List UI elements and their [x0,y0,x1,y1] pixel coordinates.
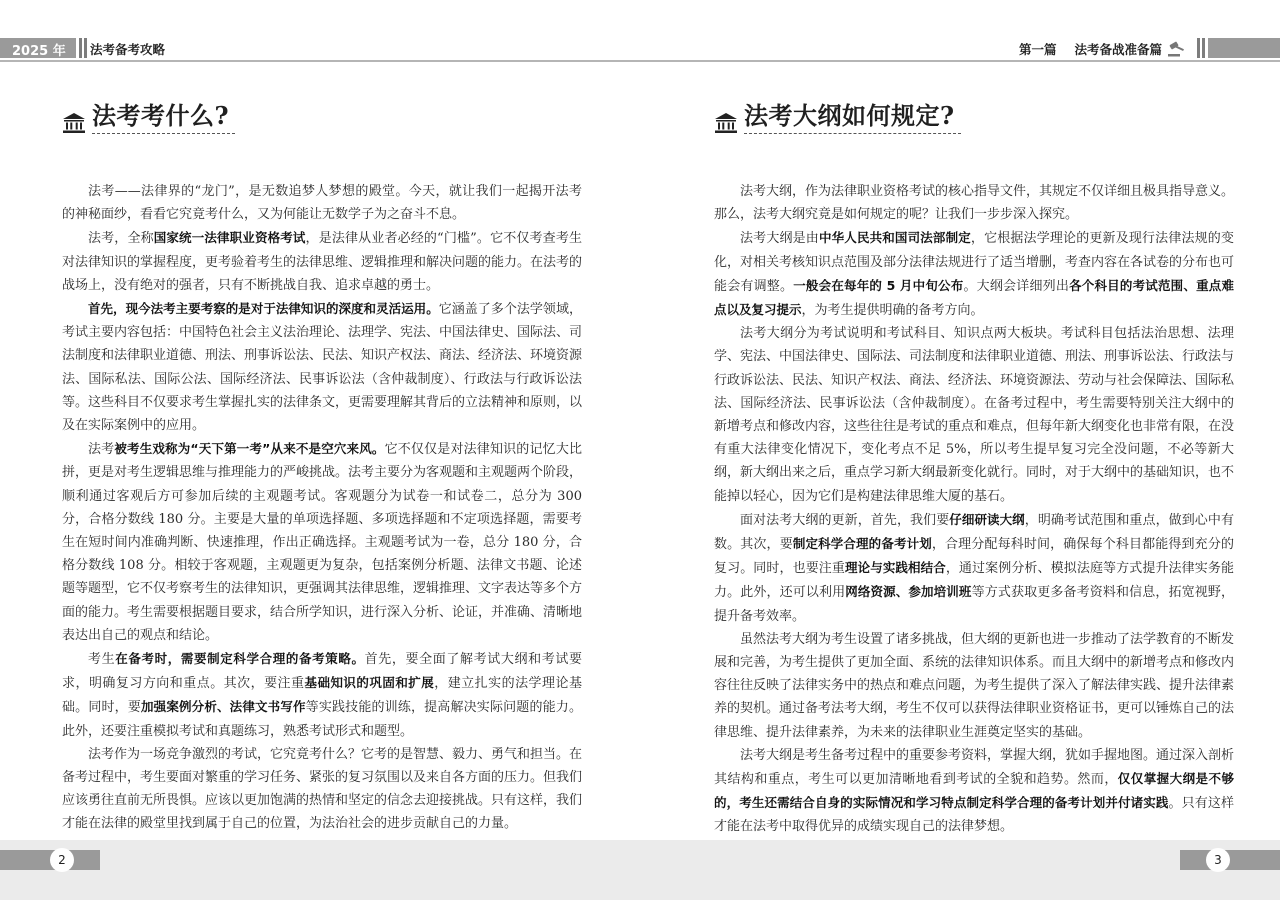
paragraph-text: 首先，要全面了解考试大纲和考试要求，明确复习方向和重点。其次，要注重 [62,652,582,692]
emphasis-text: 首先，现今法考主要考察的是对于法律知识的深度和灵活运用。 [88,301,439,317]
paragraph-text: 法考大纲是由 [740,231,819,247]
header-band-right [1208,38,1280,58]
header-year: 2025 年 [12,44,66,59]
page-number-right: 3 [1206,848,1230,872]
body-paragraph [714,322,1234,508]
paragraph-text: ，是法律从业者必经的“门槛”。它不仅考查考生对法律知识的掌握程度，更考验着考生的法律思维、逻辑推理和解决问题的能力。在法考的战场上，没有绝对的强者，只有不断挑战自我、追求卓越的勇士。 [62,231,583,293]
paragraph-text: 法考 [88,442,115,458]
emphasis-text: 被考生戏称为“天下第一考”从来不是空穴来风。 [114,441,385,457]
left-heading [62,100,582,134]
header-part [1019,40,1162,58]
body-paragraph [714,628,1234,744]
paragraph-text: 。大纲会详细列出 [963,278,1070,294]
body-paragraph [62,297,582,437]
header-book-title: 法考备考攻略 [90,42,166,57]
paragraph-text: ，它根据法学理论的更新及现行法律法规的变化，对相关考核知识点范围及部分法律法规进行了适当增删，考查内容在各试卷的分布也可能会有调整。 [714,231,1235,294]
header-rule [0,60,1280,62]
body-paragraph [62,226,582,297]
emphasis-text: 基础知识的巩固和扩展 [304,675,435,691]
emphasis-text: 理论与实践相结合 [845,560,946,576]
body-paragraph [714,180,1234,226]
emphasis-text: 仔细研读大纲 [949,511,1025,527]
emphasis-text: 仅仅掌握大纲是不够的，考生还需结合自身的实际情况和学习特点制定科学合理的备考计划并付诸实践 [714,771,1234,811]
paragraph-text: ，通过案例分析、模拟法庭等方式提升法律实务能力。此外，还可以利用 [714,561,1234,601]
paragraph-text: 虽然法考大纲为考生设置了诸多挑战，但大纲的更新也进一步推动了法学教育的不断发展和完善，为考生提供了更加全面、系统的法律知识体系。而且大纲中的新增考点和修改内容往往反映了法律实务中的热点和难点问题，为考生提供了深入了解法律实践、提升法律素养的契机。通过备考法考大纲，考生不仅可以获得法律职业资格证书，更可以锤炼自己的法律思维、提升法律素养，为未来的法律职业生涯奠定坚实的基础。 [714,631,1235,740]
body-paragraph [714,508,1234,628]
paragraph-text: 法考大纲，作为法律职业资格考试的核心指导文件，其规定不仅详细且极具指导意义。那么，法考大纲究竟是如何规定的呢？让我们一步步深入探究。 [714,184,1235,223]
paragraph-text: 它涵盖了多个法学领域，考试主要内容包括：中国特色社会主义法治理论、法理学、宪法、中国法律史、国际法、司法制度和法律职业道德、刑法、刑事诉讼法、民法、知识产权法、商法、经济法、环境资源法、国际私法、国际公法、国际经济法、民事诉讼法（含仲裁制度）、行政法与行政诉讼法等。这些科目不仅要求考生掌握扎实的法律条文，更需要理解其背后的立法精神和原则，以及在实际案例中的应用。 [62,302,583,434]
emphasis-text: 各个科目的考试范围、重点难点以及复习提示 [714,277,1234,318]
paragraph-text: ，为考生提供明确的备考方向。 [801,303,984,319]
courthouse-icon [714,112,738,134]
emphasis-text: 在备考时，需要制定科学合理的备考策略。 [115,651,365,667]
body-paragraph [714,226,1234,322]
right-body [714,180,1234,839]
body-paragraph [62,180,582,226]
right-heading [714,100,1234,134]
paragraph-text: ，合理分配每科时间，确保每个科目都能得到充分的复习。同时，也要注重 [714,537,1234,577]
paragraph-text: 法考大纲分为考试说明和考试科目、知识点两大板块。考试科目包括法治思想、法理学、宪法、中国法律史、国际法、司法制度和法律职业道德、刑法、刑事诉讼法、行政法与行政诉讼法、民法、知识产权法、商法、经济法、环境资源法、劳动与社会保障法、国际私法、国际经济法、民事诉讼法（含仲裁制度）。在备考过程中，考生需要特别关注大纲中的新增考点和修改内容，这些往往是考试的重点和难点，但每年新大纲变化也非常有限，在没有重大法律变化情况下，变化考点不足 5%，所以考生提早复习完全没问题，不必等新大纲，新大纲出来之后，重点学习新大纲最新变化就行。同时，对于大纲中的基础知识，也不能掉以轻心，因为它们是构建法律思维大厦的基石。 [714,326,1235,504]
paragraph-text: 面对法考大纲的更新，首先，我们要 [740,512,950,528]
body-paragraph [62,647,582,743]
page-header [0,38,1280,58]
paragraph-text: 等方式获取更多备考资料和信息，拓宽视野，提升备考效率。 [714,585,1234,624]
page-title: 法考考什么? [92,96,235,134]
page-number-left: 2 [50,848,74,872]
gavel-icon [1166,38,1188,58]
page-title: 法考大纲如何规定? [744,96,961,134]
body-paragraph [62,743,582,836]
emphasis-text: 一般会在每年的 5 月中旬公布 [793,277,964,293]
left-page [62,100,582,836]
header-divider [84,38,87,58]
paragraph-text: 等实践技能的训练，提高解决实际问题的能力。此外，还要注重模拟考试和真题练习，熟悉考试形式和题型。 [62,700,582,739]
paragraph-text: ，明确考试范围和重点，做到心中有数。其次，要 [714,512,1234,553]
header-part-number: 第一篇 [1018,42,1057,57]
paragraph-text: 法考大纲是考生备考过程中的重要参考资料，掌握大纲，犹如手握地图。通过深入剖析其结构和重点，考生可以更加清晰地看到考试的全貌和趋势。然而， [714,747,1235,788]
body-paragraph [714,744,1234,839]
paragraph-text: 法考作为一场竞争激烈的考试，它究竟考什么？它考的是智慧、毅力、勇气和担当。在备考过程中，考生要面对繁重的学习任务、紧张的复习氛围以及来自各方面的压力。但我们应该勇往直前无所畏惧。应该以更加饱满的热情和坚定的信念去迎接挑战。只有这样，我们才能在法律的殿堂里找到属于自己的位置，为法治社会的进步贡献自己的力量。 [62,746,583,832]
header-part-title: 法考备战准备篇 [1074,42,1162,57]
paragraph-text: 。只有这样才能在法考中取得优异的成绩实现自己的法律梦想。 [714,796,1234,835]
paragraph-text: ，建立扎实的法学理论基础。同时，要 [62,676,582,716]
paragraph-text: 法考，全称 [88,231,154,247]
header-divider [1202,38,1205,58]
left-body [62,180,582,836]
header-divider [1197,38,1200,58]
emphasis-text: 加强案例分析、法律文书写作 [141,699,306,715]
body-paragraph [62,437,582,647]
emphasis-text: 国家统一法律职业资格考试 [153,230,306,246]
header-year-band [0,38,76,58]
page-footer [0,840,1280,900]
paragraph-text: 法考——法律界的“龙门”，是无数追梦人梦想的殿堂。今天，就让我们一起揭开法考的神秘面纱，看看它究竟考什么，又为何能让无数学子为之奋斗不息。 [62,184,582,223]
emphasis-text: 中华人民共和国司法部制定 [818,230,971,246]
paragraph-text: 它不仅仅是对法律知识的记忆大比拼，更是对考生逻辑思维与推理能力的严峻挑战。法考主要分为客观题和主观题两个阶段，顺利通过客观后方可参加后续的主观题考试。客观题分为试卷一和试卷二，总分为 300 分，合格分数线 180 分。主要是大量的单项选择题、多项选择题和不定项选择题，需要考生在短时间内准确判断、快速推理，作出正确选择。主观题考试为一卷，总分 180 分，合格分数线 108 分。相较于客观题，主观题更为复杂，包括案例分析题、法律文书题、论述题等题型，它不仅考察考生的法律知识，更强调其法律思维，逻辑推理、文字表达等多个方面的能力。考生需要根据题目要求，结合所学知识，进行深入分析、论证，并准确、清晰地表达出自己的观点和结论。 [62,442,583,643]
emphasis-text: 网络资源、参加培训班 [845,584,972,600]
header-divider [79,38,82,58]
courthouse-icon [62,112,86,134]
right-page [714,100,1234,839]
footer-band-right [1180,850,1280,870]
emphasis-text: 制定科学合理的备考计划 [792,536,932,552]
paragraph-text: 考生 [88,652,116,668]
